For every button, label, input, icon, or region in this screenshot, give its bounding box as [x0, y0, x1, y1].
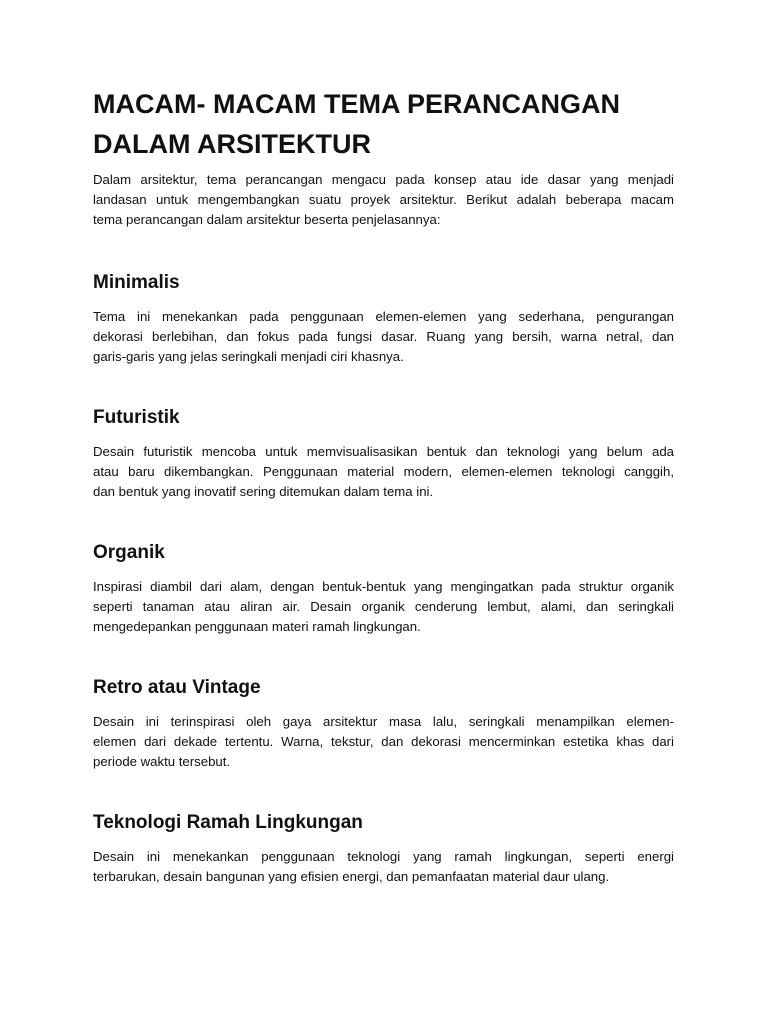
text-line: Inspirasi diambil dari alam, dengan bentuk-bentuk yang mengingatkan pada struktur organik: [93, 579, 674, 594]
text-line: mengedepankan penggunaan materi ramah lingkungan.: [93, 619, 421, 634]
text-line: terbarukan, desain bangunan yang efisien energi, dan pemanfaatan material daur ulang.: [93, 869, 610, 884]
text-line: Desain futuristik mencoba untuk memvisualisasikan bentuk dan teknologi yang belum ada: [93, 444, 674, 459]
text-line: atau baru dikembangkan. Penggunaan material modern, elemen-elemen teknologi canggih,: [93, 464, 674, 479]
text-line: Tema ini menekankan pada penggunaan elemen-elemen yang sederhana, pengurangan: [93, 309, 674, 324]
section-heading: Minimalis: [93, 272, 180, 293]
text-line: garis-garis yang jelas seringkali menjadi ciri khasnya.: [93, 349, 404, 364]
section-paragraph: [93, 307, 674, 367]
text-line: tema perancangan dalam arsitektur beserta penjelasannya:: [93, 212, 441, 227]
text-line: Dalam arsitektur, tema perancangan mengacu pada konsep atau ide dasar yang menjadi: [93, 172, 674, 187]
document-title: [93, 84, 693, 164]
section-heading: Teknologi Ramah Lingkungan: [93, 812, 363, 833]
text-line: seperti tanaman atau aliran air. Desain organik cenderung lembut, alami, dan seringkali: [93, 599, 674, 614]
text-line: dan bentuk yang inovatif sering ditemukan dalam tema ini.: [93, 484, 434, 499]
text-line: landasan untuk mengembangkan suatu proyek arsitektur. Berikut adalah beberapa macam: [93, 192, 674, 207]
text-line: elemen dari dekade tertentu. Warna, tekstur, dan dekorasi mencerminkan estetika khas dari: [93, 734, 674, 749]
section-heading: Futuristik: [93, 407, 180, 428]
section-paragraph: [93, 577, 674, 637]
section-paragraph: [93, 847, 674, 887]
text-line: dekorasi berlebihan, dan fokus pada fungsi dasar. Ruang yang bersih, warna netral, dan: [93, 329, 674, 344]
text-line: Desain ini menekankan penggunaan teknologi yang ramah lingkungan, seperti energi: [93, 849, 674, 864]
text-line: Desain ini terinspirasi oleh gaya arsitektur masa lalu, seringkali menampilkan elemen-: [93, 714, 674, 729]
intro-paragraph: [93, 170, 674, 230]
title-line: MACAM- MACAM TEMA PERANCANGAN: [93, 89, 620, 119]
section-paragraph: [93, 712, 674, 772]
section-heading: Retro atau Vintage: [93, 677, 261, 698]
title-line: DALAM ARSITEKTUR: [93, 129, 371, 159]
section-heading: Organik: [93, 542, 165, 563]
text-line: periode waktu tersebut.: [93, 754, 231, 769]
section-paragraph: [93, 442, 674, 502]
